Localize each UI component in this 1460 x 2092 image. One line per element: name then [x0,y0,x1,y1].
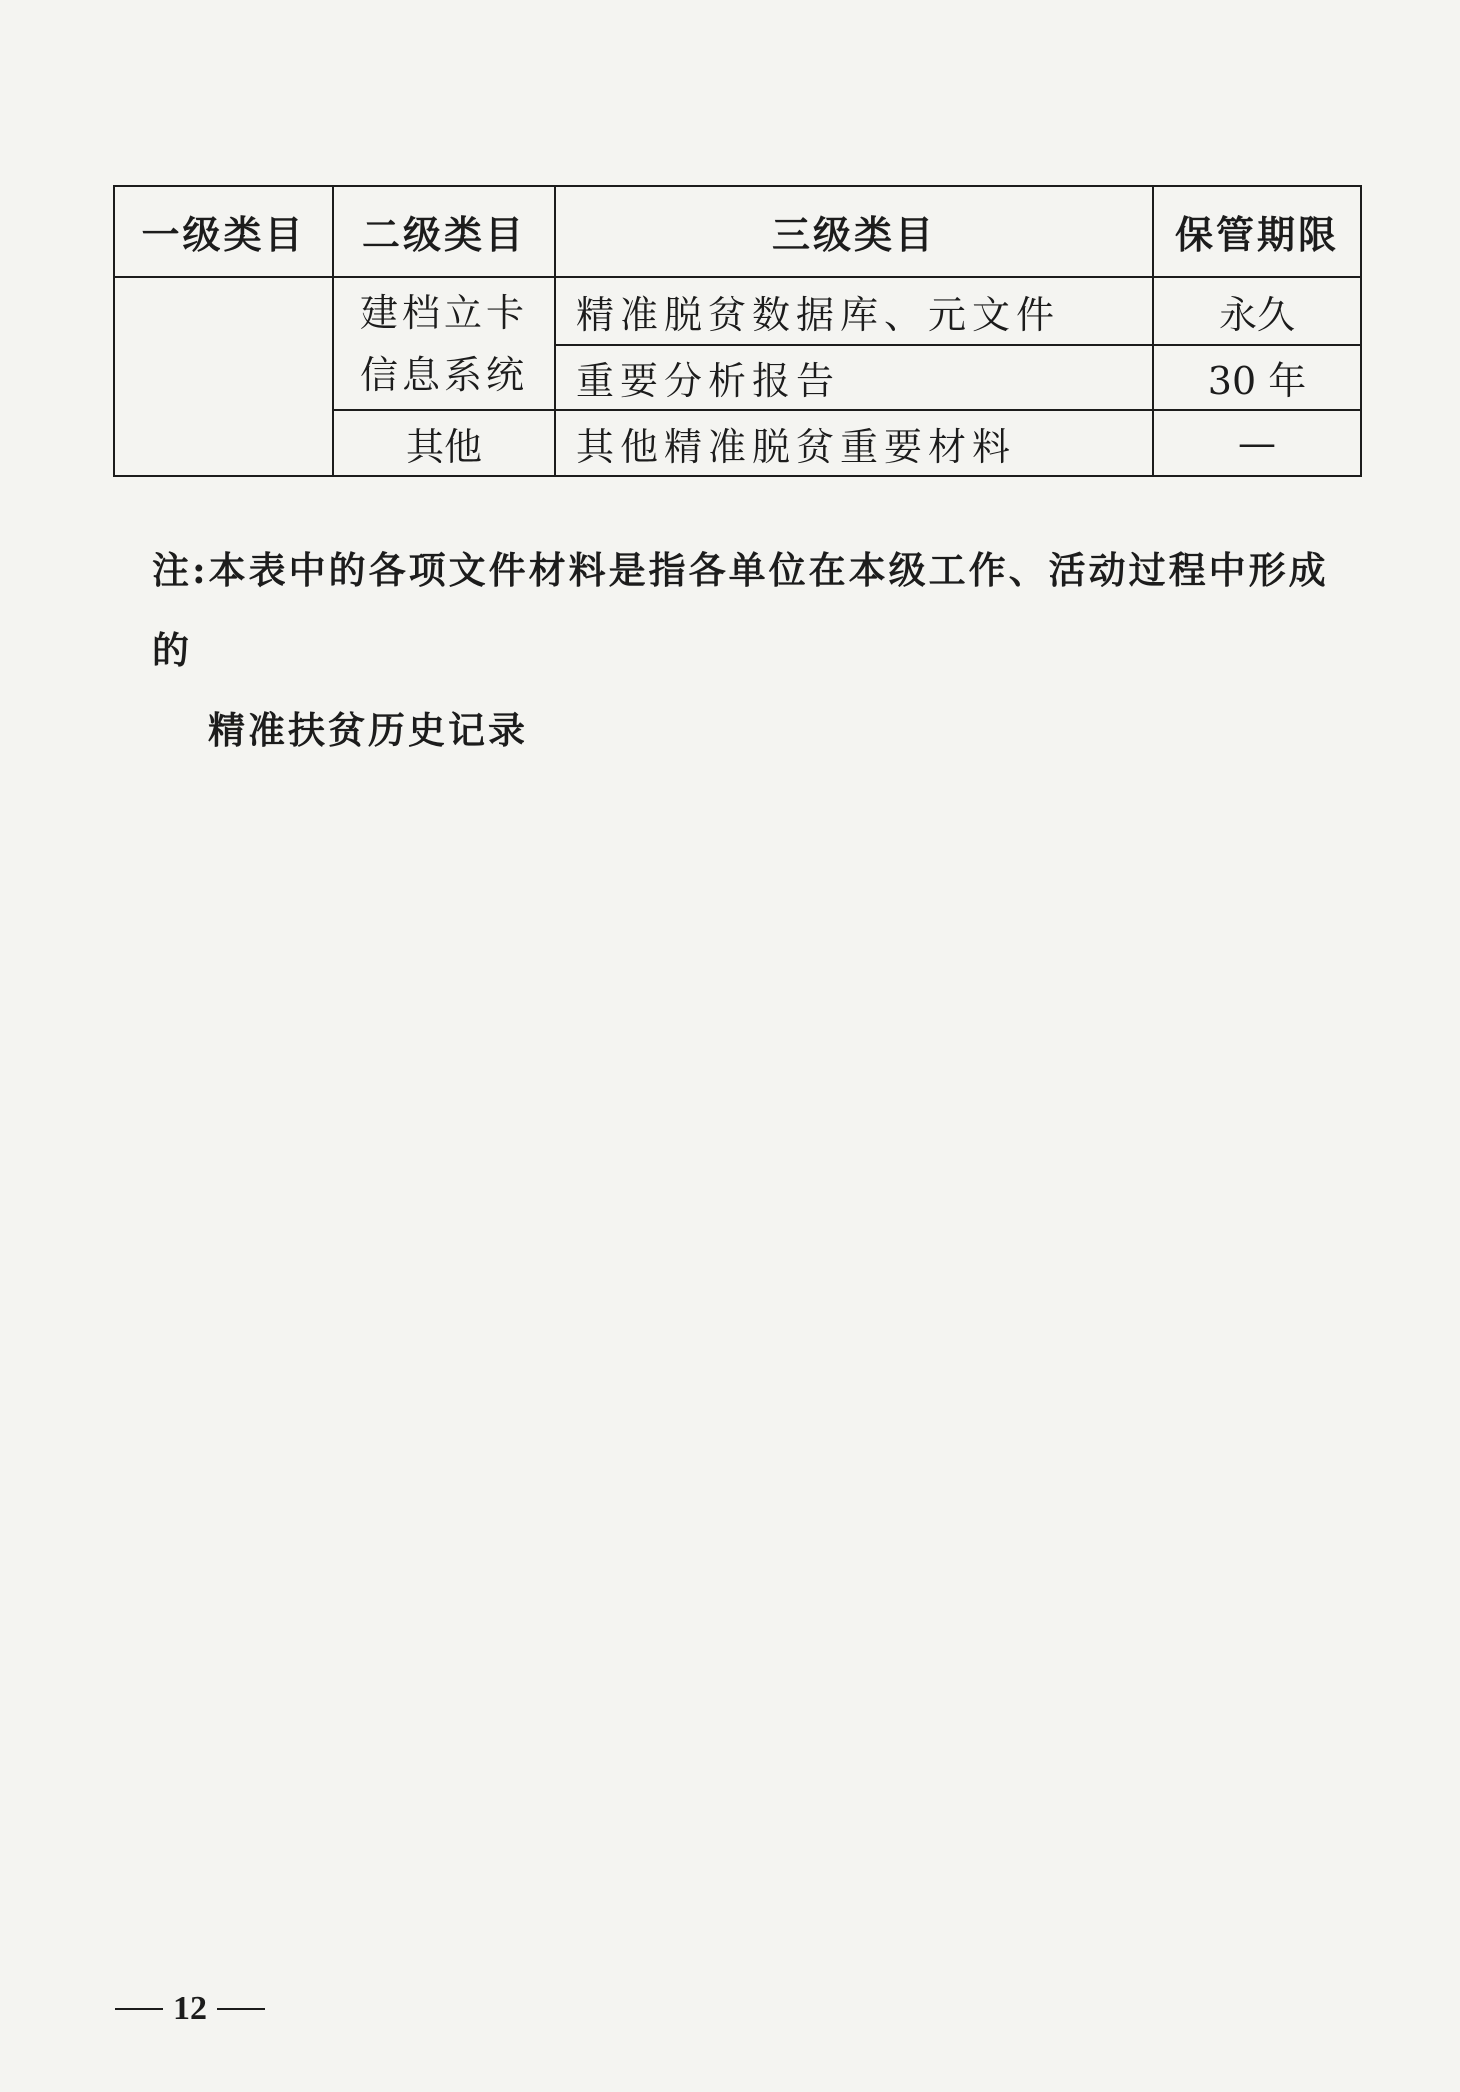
page-footer [115,1990,265,2028]
table-row [114,277,1361,345]
table-note [152,530,1362,770]
retention-cell: 30 年 [1153,345,1361,410]
page-number: 12 [173,1990,207,2027]
header-level3: 三级类目 [555,186,1153,277]
level2-cell-other: 其他 [333,410,555,476]
level3-cell: 精准脱贫数据库、元文件 [555,277,1153,345]
table-header-row [114,186,1361,277]
retention-cell: — [1153,410,1361,476]
footer-dash-left [115,2008,163,2010]
retention-cell: 永久 [1153,277,1361,345]
level2-system-line2: 信息系统 [359,352,528,397]
footer-dash-right [217,2008,265,2010]
level2-system-line1: 建档立卡 [359,290,528,335]
header-retention: 保管期限 [1153,186,1361,277]
level1-cell-empty [114,277,333,476]
header-level1: 一级类目 [114,186,333,277]
level2-cell-system [333,277,555,410]
note-line1: 注:本表中的各项文件材料是指各单位在本级工作、活动过程中形成的 [152,548,1329,672]
retention-schedule-table [113,185,1362,477]
note-line2: 精准扶贫历史记录 [208,708,528,752]
level3-cell: 重要分析报告 [555,345,1153,410]
header-level2: 二级类目 [333,186,555,277]
level3-cell: 其他精准脱贫重要材料 [555,410,1153,476]
